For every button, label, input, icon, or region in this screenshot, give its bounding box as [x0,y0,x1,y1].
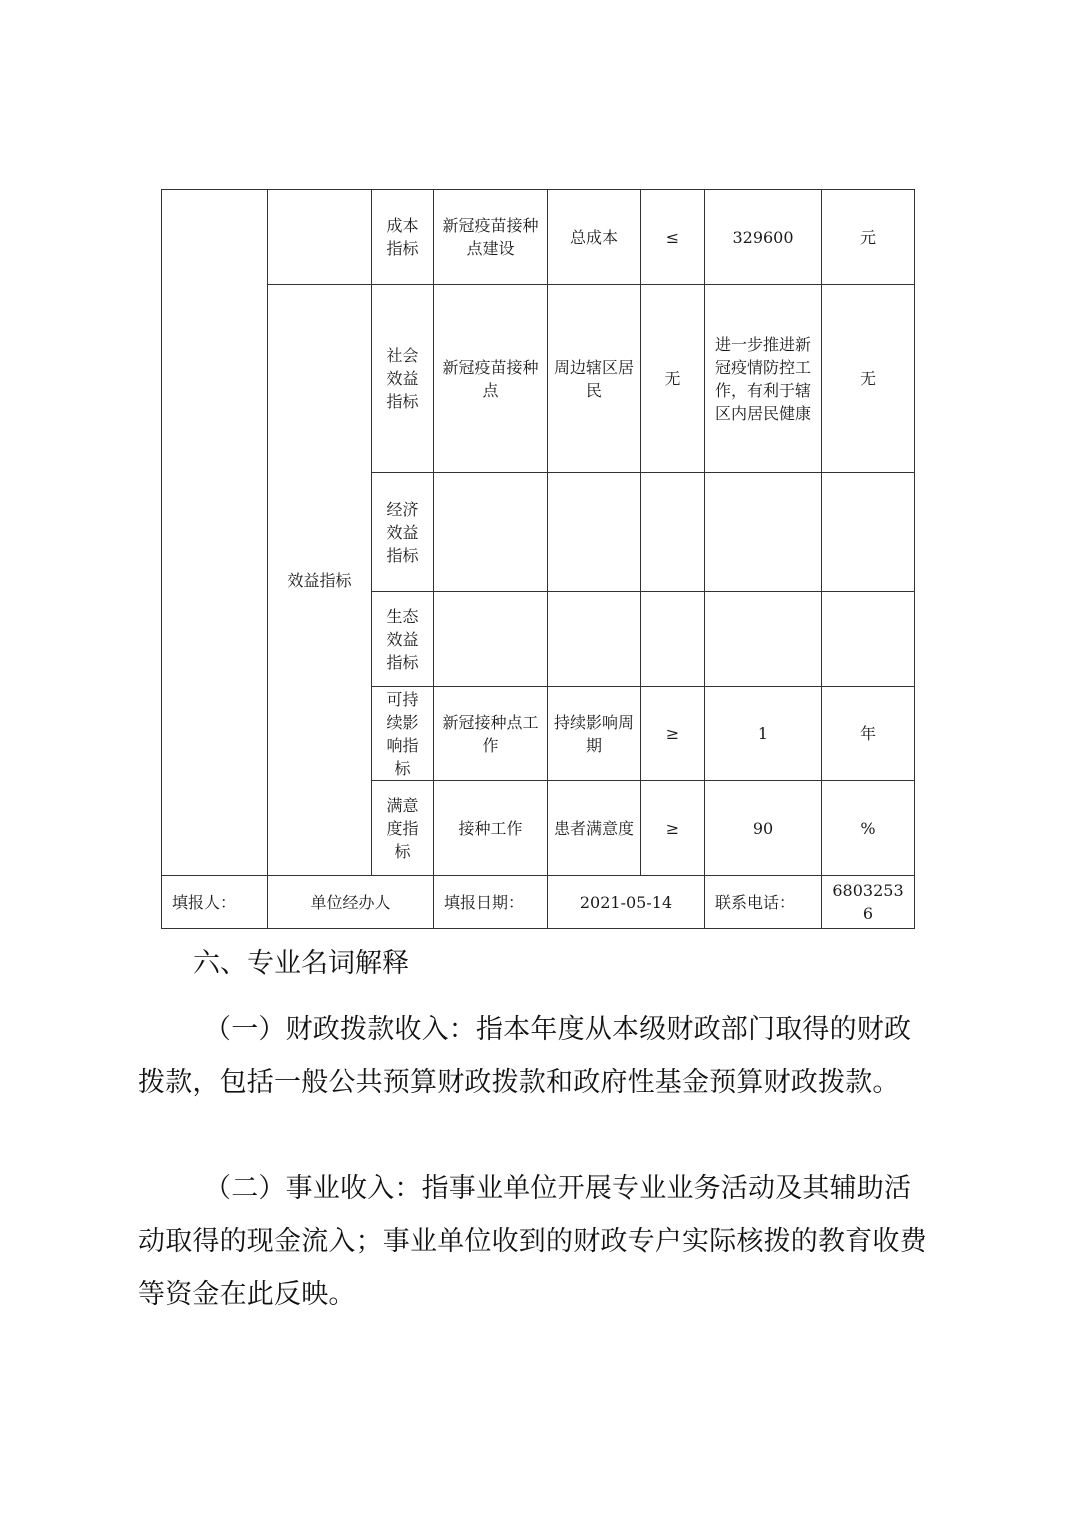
empty-cell [548,473,641,592]
benefit-label-cell: 效益指标 [268,285,372,876]
satisfaction-operator-cell: ≥ [641,781,705,876]
social-indicator-cell: 周边辖区居民 [548,285,641,473]
satisfaction-indicator-cell: 患者满意度 [548,781,641,876]
sustain-unit-cell: 年 [822,687,915,781]
social-unit-cell: 无 [822,285,915,473]
ecology-category-cell: 生态效益指标 [372,592,434,687]
social-operator-cell: 无 [641,285,705,473]
social-value-cell: 进一步推进新冠疫情防控工作，有利于辖区内居民健康 [705,285,822,473]
performance-indicator-table [161,189,915,929]
satisfaction-category-cell: 满意度指标 [372,781,434,876]
empty-cell [548,592,641,687]
date-value: 2021-05-14 [548,876,705,929]
paragraph-fiscal-appropriation: （一）财政拨款收入：指本年度从本级财政部门取得的财政拨款，包括一般公共预算财政拨款和政府性基金预算财政拨款。 [138,1014,912,1098]
reporter-value: 单位经办人 [268,876,434,929]
sustain-content-cell: 新冠接种点工作 [434,687,548,781]
satisfaction-content-cell: 接种工作 [434,781,548,876]
empty-cell [705,592,822,687]
sustain-category-cell: 可持续影响指标 [372,687,434,781]
paragraph-business-income: （二）事业收入：指事业单位开展专业业务活动及其辅助活动取得的现金流入；事业单位收到的财政专户实际核拨的教育收费等资金在此反映。 [138,1173,927,1310]
footer-row [162,876,915,929]
cost-indicator-cell: 总成本 [548,190,641,285]
empty-cell [641,473,705,592]
empty-cell [434,592,548,687]
section-heading: 六、专业名词解释 [193,948,409,979]
empty-cell [434,473,548,592]
cost-category-cell: 成本指标 [372,190,434,285]
empty-cell [705,473,822,592]
social-category-cell: 社会效益指标 [372,285,434,473]
economic-category-cell: 经济效益指标 [372,473,434,592]
date-label: 填报日期： [434,876,548,929]
satisfaction-unit-cell: % [822,781,915,876]
empty-cell [822,473,915,592]
cost-operator-cell: ≤ [641,190,705,285]
sustain-value-cell: 1 [705,687,822,781]
social-content-cell: 新冠疫苗接种点 [434,285,548,473]
sustain-indicator-cell: 持续影响周期 [548,687,641,781]
table-row [162,190,915,285]
sustain-operator-cell: ≥ [641,687,705,781]
level2-empty-cell [268,190,372,285]
empty-cell [641,592,705,687]
empty-cell [822,592,915,687]
satisfaction-value-cell: 90 [705,781,822,876]
table-row [162,285,915,473]
phone-label: 联系电话： [705,876,822,929]
cost-value-cell: 329600 [705,190,822,285]
reporter-label: 填报人： [162,876,268,929]
cost-unit-cell: 元 [822,190,915,285]
level1-merged-cell [162,190,268,876]
phone-value: 68032536 [822,876,915,929]
cost-content-cell: 新冠疫苗接种点建设 [434,190,548,285]
